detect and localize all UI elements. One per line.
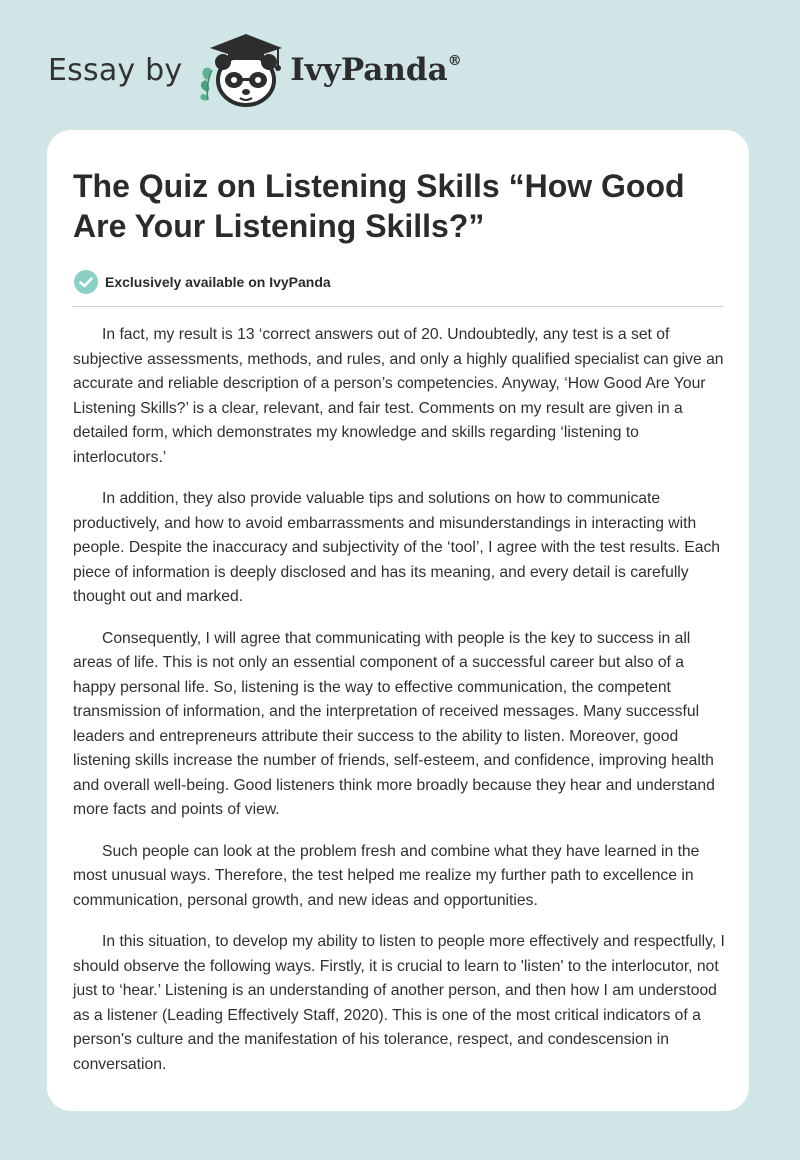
essay-card (47, 130, 749, 1111)
page-title: The Quiz on Listening Skills “How Good Are Your Listening Skills?” (73, 168, 685, 244)
badge-label: Exclusively available on IvyPanda (105, 274, 331, 290)
paragraph: Consequently, I will agree that communicating with people is the key to success in all areas of life. This is not only an essential component of a successful career but also of a happy personal life. So, listening is the way to effective communication, the competent transmission of information, and the interpretation of received messages. Many successful leaders and entrepreneurs attribute their success to the ability to listen. Moreover, good listening skills increase the number of friends, self-esteem, and confidence, improving health and overall well-being. Good listeners think more broadly because they hear and understand more facts and points of view. (73, 629, 715, 818)
paragraph: In addition, they also provide valuable tips and solutions on how to communicate productively, and how to avoid embarrassments and misunderstandings in interacting with people. Despite the inaccuracy and subjectivity of the ‘tool’, I agree with the test results. Each piece of information is deeply disclosed and has its meaning, and every detail is carefully thought out and marked. (73, 490, 721, 605)
essay-body (73, 323, 725, 1077)
exclusive-badge (73, 269, 723, 295)
check-circle-icon (73, 269, 99, 295)
essay-by-label: Essay by (48, 52, 183, 88)
site-header (48, 30, 462, 110)
brand-name[interactable]: IvyPanda® (290, 52, 462, 88)
paragraph: In fact, my result is 13 ‘correct answers out of 20. Undoubtedly, any test is a set of subjective assessments, methods, and rules, and only a highly qualified specialist can give an accurate and reliable description of a person’s competencies. Anyway, ‘How Good Are Your Listening Skills?’ is a clear, relevant, and fair test. Comments on my result are given in a detailed form, which demonstrates my knowledge and skills regarding ‘listening to interlocutors.’ (73, 326, 724, 466)
paragraph: In this situation, to develop my ability to listen to people more effectively and respectfully, I should observe the following ways. Firstly, it is crucial to learn to 'listen' to the interlocutor, not just to ‘hear.’ Listening is an understanding of another person, and then how I am understood as a listener (Leading Effectively Staff, 2020). This is one of the most critical indicators of a person's culture and the manifestation of his tolerance, respect, and condescension in conversation. (73, 933, 725, 1073)
paragraph: Such people can look at the problem fresh and combine what they have learned in the most unusual ways. Therefore, the test helped me realize my further path to excellence in communication, personal growth, and new ideas and opportunities. (73, 842, 700, 909)
panda-graduation-cap-icon[interactable] (196, 30, 288, 110)
divider (73, 306, 723, 307)
